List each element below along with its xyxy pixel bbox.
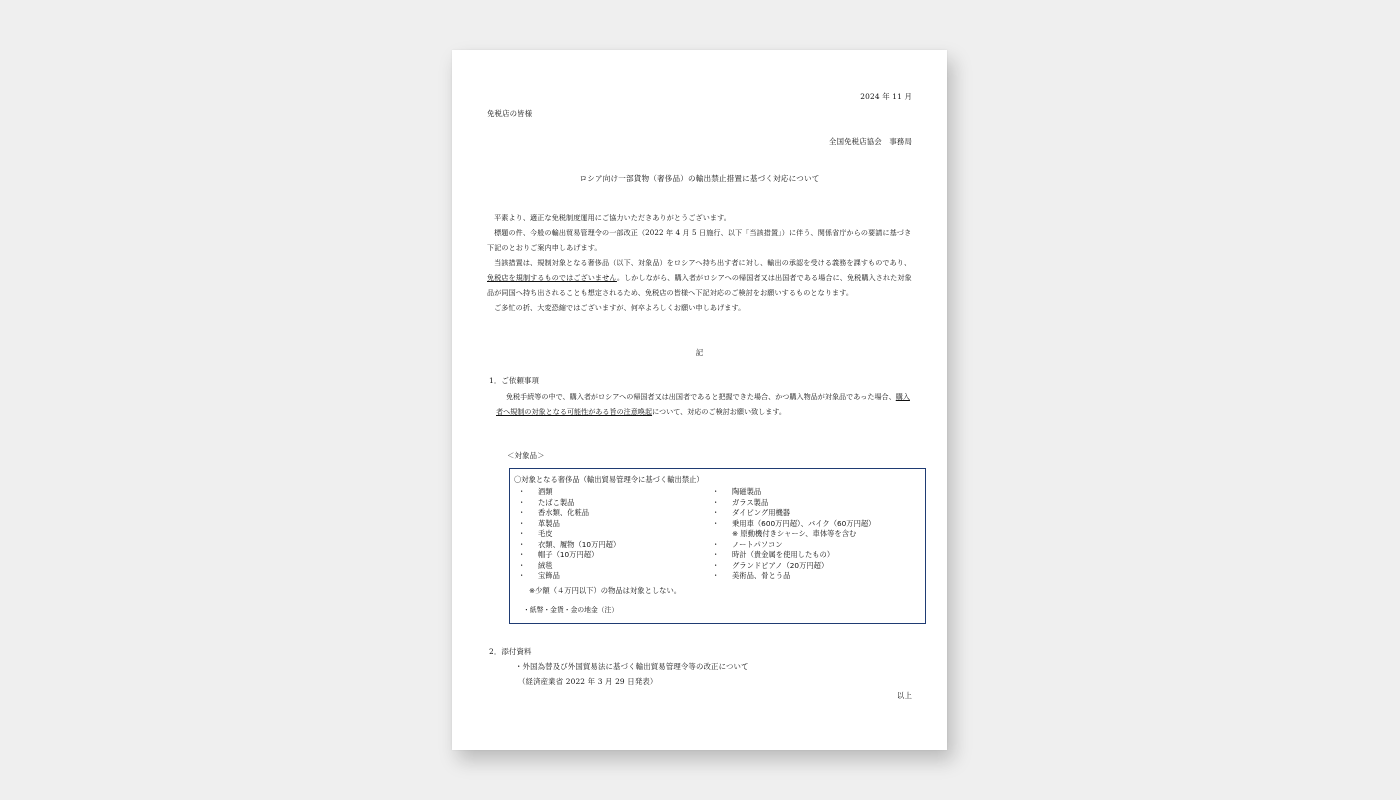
attachment-item: ・外国為替及び外国貿易法に基づく輸出貿易管理令等の改正について [515, 662, 749, 671]
addressee: 免税店の皆様 [487, 109, 533, 118]
list-item: ・ ノートパソコン [712, 540, 875, 551]
list-item: ・ 時計（貴金属を使用したもの） [712, 550, 875, 561]
letter-body [487, 210, 913, 315]
list-item: ・ 陶磁製品 [712, 487, 875, 498]
list-item: ・ 香水類、化粧品 [518, 508, 620, 519]
paragraph-measure [487, 255, 913, 300]
box-heading: 〇対象となる奢侈品（輸出貿易管理令に基づく輸出禁止） [514, 475, 704, 484]
closing-ijo: 以上 [896, 691, 912, 700]
luxury-items-box [509, 468, 926, 624]
list-item: ・ 酒類 [518, 487, 620, 498]
paragraph-closing: ご多忙の折、大変恐縮ではございますが、何卒よろしくお願い申しあげます。 [494, 303, 746, 312]
list-item: ・ 毛皮 [518, 529, 620, 540]
list-item-note: ※ 原動機付きシャーシ、車体等を含む [732, 529, 857, 538]
section1-heading: 1．ご依頼事項 [489, 376, 540, 385]
ki-marker: 記 [695, 348, 704, 357]
sender: 全国免税店協会 事務局 [829, 137, 912, 146]
list-item: ・ 革製品 [518, 519, 620, 530]
list-item: ・ 美術品、骨とう品 [712, 571, 875, 582]
list-item: ・ 乗用車（600万円超）、バイク（60万円超） [712, 519, 875, 530]
paragraph-greeting: 平素より、適正な免税制度運用にご協力いただきありがとうございます。 [494, 213, 731, 222]
document-title: ロシア向け一部貨物（奢侈品）の輸出禁止措置に基づく対応について [579, 174, 820, 183]
list-item: ・ ダイビング用機器 [712, 508, 875, 519]
paragraph-measure-text-b: 。しかしながら、購入者がロシアへの帰国者又は出国者である場合に、免税購入された対象品が同国へ持ち出されることも想定されるため、免税店の皆様へ下記対応のご検討をお願いするものとなります。 [487, 273, 912, 297]
section1-text-b: について、対応のご検討お願い致します。 [652, 407, 786, 416]
right-items-list [712, 487, 875, 582]
target-items-label: ＜対象品＞ [507, 451, 545, 460]
list-item: ・ グランドピアノ（20万円超） [712, 561, 875, 572]
paragraph-subject: 標題の件、今般の輸出貿易管理令の一部改正（2022 年 4 月 5 日施行、以下「当該措置」）に伴う、関係省庁からの要請に基づき下記のとおりご案内申しあげます。 [487, 228, 912, 252]
list-item: ・ 帽子（10万円超） [518, 550, 620, 561]
document-date: 2024 年 11 月 [860, 92, 912, 101]
paragraph-measure-text-a: 当該措置は、規制対象となる奢侈品（以下、対象品）をロシアへ持ち出す者に対し、輸出の承認を受ける義務を課すものであり、 [494, 258, 912, 267]
small-amount-note: ※少額（４万円以下）の物品は対象としない。 [529, 586, 682, 595]
list-item: ・ たばこ製品 [518, 498, 620, 509]
document-page [452, 50, 947, 750]
attachment-item-source: （経済産業省 2022 年 3 月 29 日発表） [518, 677, 658, 686]
list-item: ・ 宝飾品 [518, 571, 620, 582]
section1-text-a: 免税手続等の中で、購入者がロシアへの帰国者又は出国者であると把握できた場合、かつ購入物品が対象品であった場合、 [505, 392, 896, 401]
underlined-notice: 免税店を規制するものではございません [487, 273, 617, 282]
left-items-list [518, 487, 620, 582]
section1-underlined: 購入者へ規制の対象となる可能性がある旨の注意喚起 [496, 392, 910, 416]
section2-heading: 2．添付資料 [489, 647, 532, 656]
section1-text [496, 389, 914, 419]
list-item: ・ ガラス製品 [712, 498, 875, 509]
coins-note: ・紙幣・金貨・金の地金（注） [523, 606, 619, 614]
list-item: ・ 絨毯 [518, 561, 620, 572]
list-item: ・ 衣類、履物（10万円超） [518, 540, 620, 551]
